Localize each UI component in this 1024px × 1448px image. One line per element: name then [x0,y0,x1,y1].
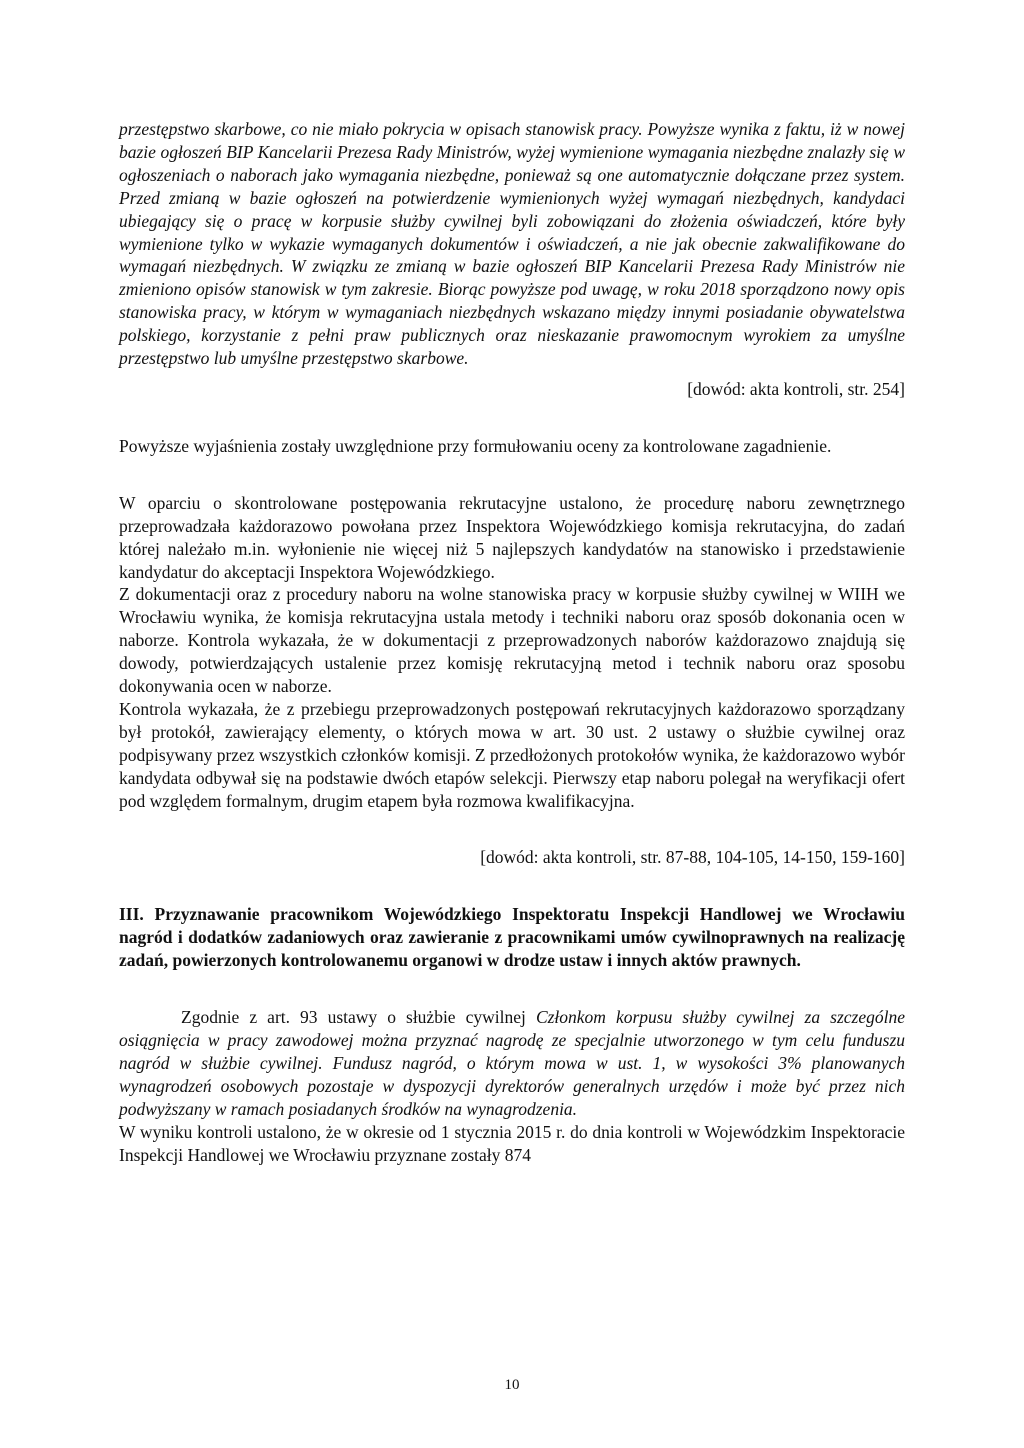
paragraph-awards-count: W wyniku kontroli ustalono, że w okresie od 1 stycznia 2015 r. do dnia kontroli w Wojewódzkim Inspektoracie Inspekcji Handlowej we Wrocławiu przyznane zostały 874 [119,1121,905,1165]
paragraph-explanations-considered: Powyższe wyjaśnienia zostały uwzględnione przy formułowaniu oceny za kontrolowane zagadnienie. [119,435,832,456]
paragraph-recruitment-protocol: Kontrola wykazała, że z przebiegu przeprowadzonych postępowań rekrutacyjnych każdorazowo sporządzany był protokół, zawierający elementy, o których mowa w art. 30 ust. 2 ustawy o służbie cywilnej oraz podpisywany przez wszystkich członków komisji. Z przedłożonych protokołów wynika, że każdorazowo wybór kandydata odbywał się na podstawie dwóch etapów selekcji. Pierwszy etap naboru polegał na weryfikacji ofert pod względem formalnym, drugim etapem była rozmowa kwalifikacyjna. [119,698,905,811]
paragraph-recruitment-methods: Z dokumentacji oraz z procedury naboru na wolne stanowiska pracy w korpusie służby cywilnej w WIIH we Wrocławiu wynika, że komisja rekrutacyjna ustala metody i techniki naboru oraz sposób dokonania ocen w naborze. Kontrola wykazała, że w dokumentacji z przeprowadzonych naborów każdorazowo znajdują się dowody, potwierdzających ustalenie przez komisję rekrutacyjną metod i technik naboru oraz sposobu dokonywania ocen w naborze. [119,584,905,697]
section-title: Przyznawanie pracownikom Wojewódzkiego Inspektoratu Inspekcji Handlowej we Wrocławiu nagród i dodatków zadaniowych oraz zawieranie z pracownikami umów cywilnoprawnych na realizację zadań, powierzonych kontrolowanemu organowi w drodze ustaw i innych aktów prawnych. [119,904,906,971]
paragraph-art-93 [119,1006,905,1121]
art-93-lead: Zgodnie z art. 93 ustawy o służbie cywilnej [181,1007,526,1028]
paragraph-recruitment-committee: W oparciu o skontrolowane postępowania rekrutacyjne ustalono, że procedurę naboru zewnętrznego przeprowadzała każdorazowo powołana przez Inspektora Wojewódzkiego komisja rekrutacyjna, do zadań której należało m.in. wyłonienie nie więcej niż 5 najlepszych kandydatów na stanowisko i przedstawienie kandydatur do akceptacji Inspektora Wojewódzkiego. [119,492,905,582]
section-number: III. [119,904,144,925]
evidence-reference-2: [dowód: akta kontroli, str. 87-88, 104-105, 14-150, 159-160] [480,847,905,868]
section-heading [119,903,905,972]
paragraph-italic-explanation: przestępstwo skarbowe, co nie miało pokrycia w opisach stanowisk pracy. Powyższe wynika z faktu, iż w nowej bazie ogłoszeń BIP Kancelarii Prezesa Rady Ministrów, wyżej wymienione wymagania niezbędne znalazły się w ogłoszeniach o naborach jako wymagania niezbędne, ponieważ są one automatycznie dołączane przez system. Przed zmianą w bazie ogłoszeń na potwierdzenie wymienionych wyżej wymagań niezbędnych, kandydaci ubiegający się o pracę w korpusie służby cywilnej byli zobowiązani do złożenia oświadczeń, które były wymienione tylko w wykazie wymaganych dokumentów i oświadczeń, a nie jak obecnie zakwalifikowane do wymagań niezbędnych. W związku ze zmianą w bazie ogłoszeń BIP Kancelarii Prezesa Rady Ministrów nie zmieniono opisów stanowisk w tym zakresie. Biorąc powyższe pod uwagę, w roku 2018 sporządzono nowy opis stanowiska pracy, w którym w wymaganiach niezbędnych wskazano między innymi posiadanie obywatelstwa polskiego, korzystanie z pełni praw publicznych oraz nieskazanie prawomocnym wyrokiem za umyślne przestępstwo lub umyślne przestępstwo skarbowe. [119,119,905,369]
document-page [119,118,905,1166]
evidence-reference-1: [dowód: akta kontroli, str. 254] [687,378,905,399]
art-93-quote: Członkom korpusu służby cywilnej za szczególne osiągnięcia w pracy zawodowej można przyznać nagrodę ze specjalnie utworzonego w tym celu funduszu nagród w służbie cywilnej. Fundusz nagród, o którym mowa w ust. 1, w wysokości 3% planowanych wynagrodzeń osobowych pozostaje w dyspozycji dyrektorów generalnych urzędów i może być przez nich podwyższany w ramach posiadanych środków na wynagrodzenia. [119,1007,906,1119]
page-number: 10 [504,1377,520,1393]
